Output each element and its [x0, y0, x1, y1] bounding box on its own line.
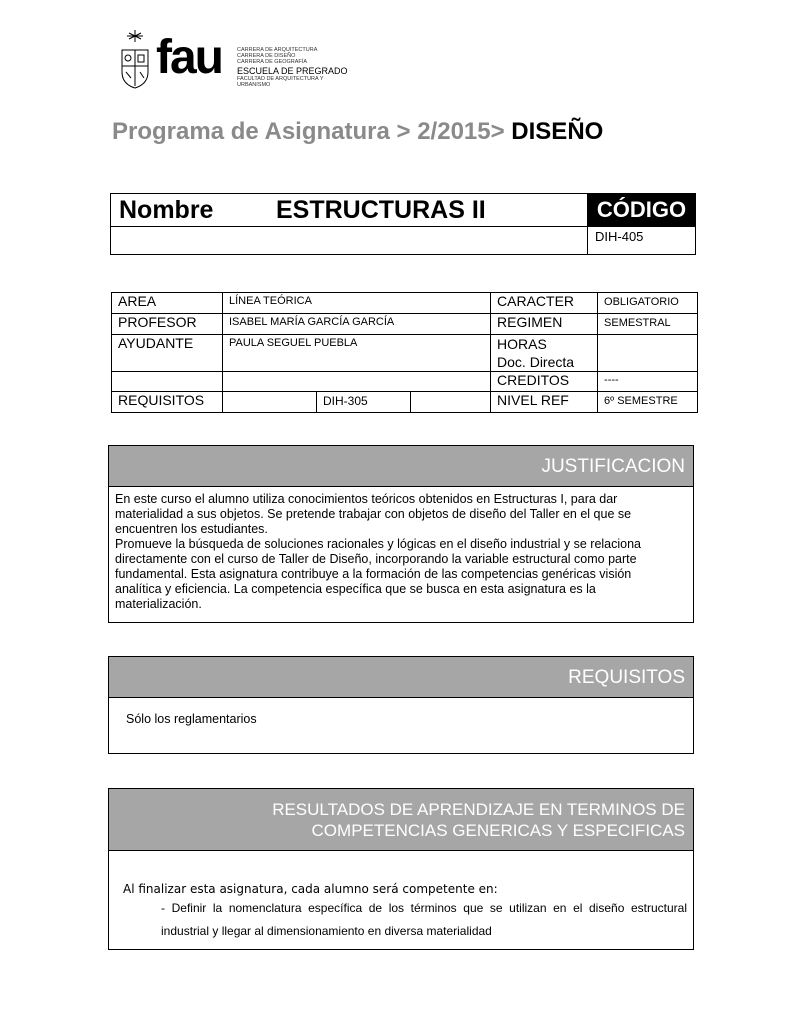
- course-info-table: [111, 292, 698, 413]
- area-label: AREA: [112, 293, 223, 314]
- table-row: [112, 335, 698, 372]
- horas-cell: [491, 335, 598, 372]
- section-title: [109, 789, 693, 851]
- empty-cell: [112, 372, 223, 392]
- text-line: encuentren los estudiantes.: [115, 522, 268, 536]
- ayudante-label: AYUDANTE: [112, 335, 223, 372]
- nivel-label: NIVEL REF: [491, 392, 598, 413]
- requisitos-label: REQUISITOS: [112, 392, 223, 413]
- horas-value: [598, 335, 698, 372]
- justificacion-section: [108, 445, 694, 623]
- title-area: DISEÑO: [511, 118, 604, 145]
- text-line: materialización.: [115, 597, 202, 611]
- nivel-value: 6º SEMESTRE: [598, 392, 698, 413]
- page-title: [112, 118, 603, 146]
- logo-line: CARRERA DE ARQUITECTURA: [237, 47, 318, 53]
- text-line: Promueve la búsqueda de soluciones racionales y lógicas en el diseño industrial y se relaciona: [115, 537, 642, 551]
- table-row: [112, 314, 698, 335]
- text-line: analítica y eficiencia. La competencia específica que se busca en esta asignatura es la: [115, 582, 596, 596]
- requisitos-section: [108, 656, 694, 754]
- resultados-intro: Al finalizar esta asignatura, cada alumno será competente en:: [123, 882, 498, 896]
- code-label: CÓDIGO: [588, 194, 695, 226]
- logo-school: ESCUELA DE PREGRADO: [237, 65, 348, 76]
- creditos-value: ----: [598, 372, 698, 392]
- text-line: fundamental. Esta asignatura contribuye a la formación de las competencias genéricas visión: [115, 567, 632, 581]
- section-title-line: COMPETENCIAS GENERICAS Y ESPECIFICAS: [311, 821, 685, 840]
- resultados-item: - Definir la nomenclatura específica de los términos que se utilizan en el diseño estructural industrial y llegar al dimensionamiento en diversa materialidad: [161, 901, 687, 938]
- text-line: materialidad a sus objetos. Se pretende trabajar con objetos de diseño del Taller en el que se: [115, 507, 632, 521]
- section-title-line: RESULTADOS DE APRENDIZAJE EN TERMINOS DE: [272, 800, 685, 819]
- name-label: Nombre: [119, 196, 214, 224]
- empty-cell: [223, 392, 317, 413]
- profesor-label: PROFESOR: [112, 314, 223, 335]
- faculty-logo: [118, 28, 348, 92]
- caracter-label: CARACTER: [491, 293, 598, 314]
- area-value: LÍNEA TEÓRICA: [223, 293, 491, 314]
- horas-label: HORAS: [497, 336, 547, 352]
- empty-cell: [223, 372, 491, 392]
- requisitos-value: DIH-305: [317, 392, 411, 413]
- course-code: DIH-405: [595, 229, 644, 244]
- logo-line: CARRERA DE GEOGRAFÍA: [237, 59, 307, 66]
- logo-wordmark: fau: [156, 31, 222, 84]
- course-name-table: [110, 193, 696, 255]
- logo-faculty: FACULTAD DE ARQUITECTURA Y URBANISMO: [237, 75, 324, 88]
- table-row: [112, 392, 698, 413]
- section-title: JUSTIFICACION: [109, 446, 693, 487]
- ayudante-value: PAULA SEGUEL PUEBLA: [223, 335, 491, 372]
- horas-sublabel: Doc. Directa: [497, 354, 575, 370]
- logo-text: [237, 47, 348, 88]
- creditos-label: CREDITOS: [491, 372, 598, 392]
- profesor-value: ISABEL MARÍA GARCÍA GARCÍA: [223, 314, 491, 335]
- empty-cell: [411, 392, 491, 413]
- title-prefix: Programa de Asignatura > 2/2015>: [112, 118, 512, 145]
- logo-line: CARRERA DE DISEÑO: [237, 53, 296, 60]
- requisitos-text: Sólo los reglamentarios: [126, 712, 257, 726]
- caracter-value: OBLIGATORIO: [598, 293, 698, 314]
- course-name: ESTRUCTURAS II: [276, 196, 486, 224]
- resultados-section: [108, 788, 694, 950]
- section-title: REQUISITOS: [109, 657, 693, 698]
- regimen-value: SEMESTRAL: [598, 314, 698, 335]
- text-line: En este curso el alumno utiliza conocimientos teóricos obtenidos en Estructuras I, para dar: [115, 492, 618, 506]
- regimen-label: REGIMEN: [491, 314, 598, 335]
- text-line: directamente con el curso de Taller de Diseño, incorporando la variable estructural como parte: [115, 552, 637, 566]
- table-row: [112, 293, 698, 314]
- justificacion-text: [109, 487, 693, 617]
- university-seal-icon: [118, 28, 152, 90]
- table-row: [112, 372, 698, 392]
